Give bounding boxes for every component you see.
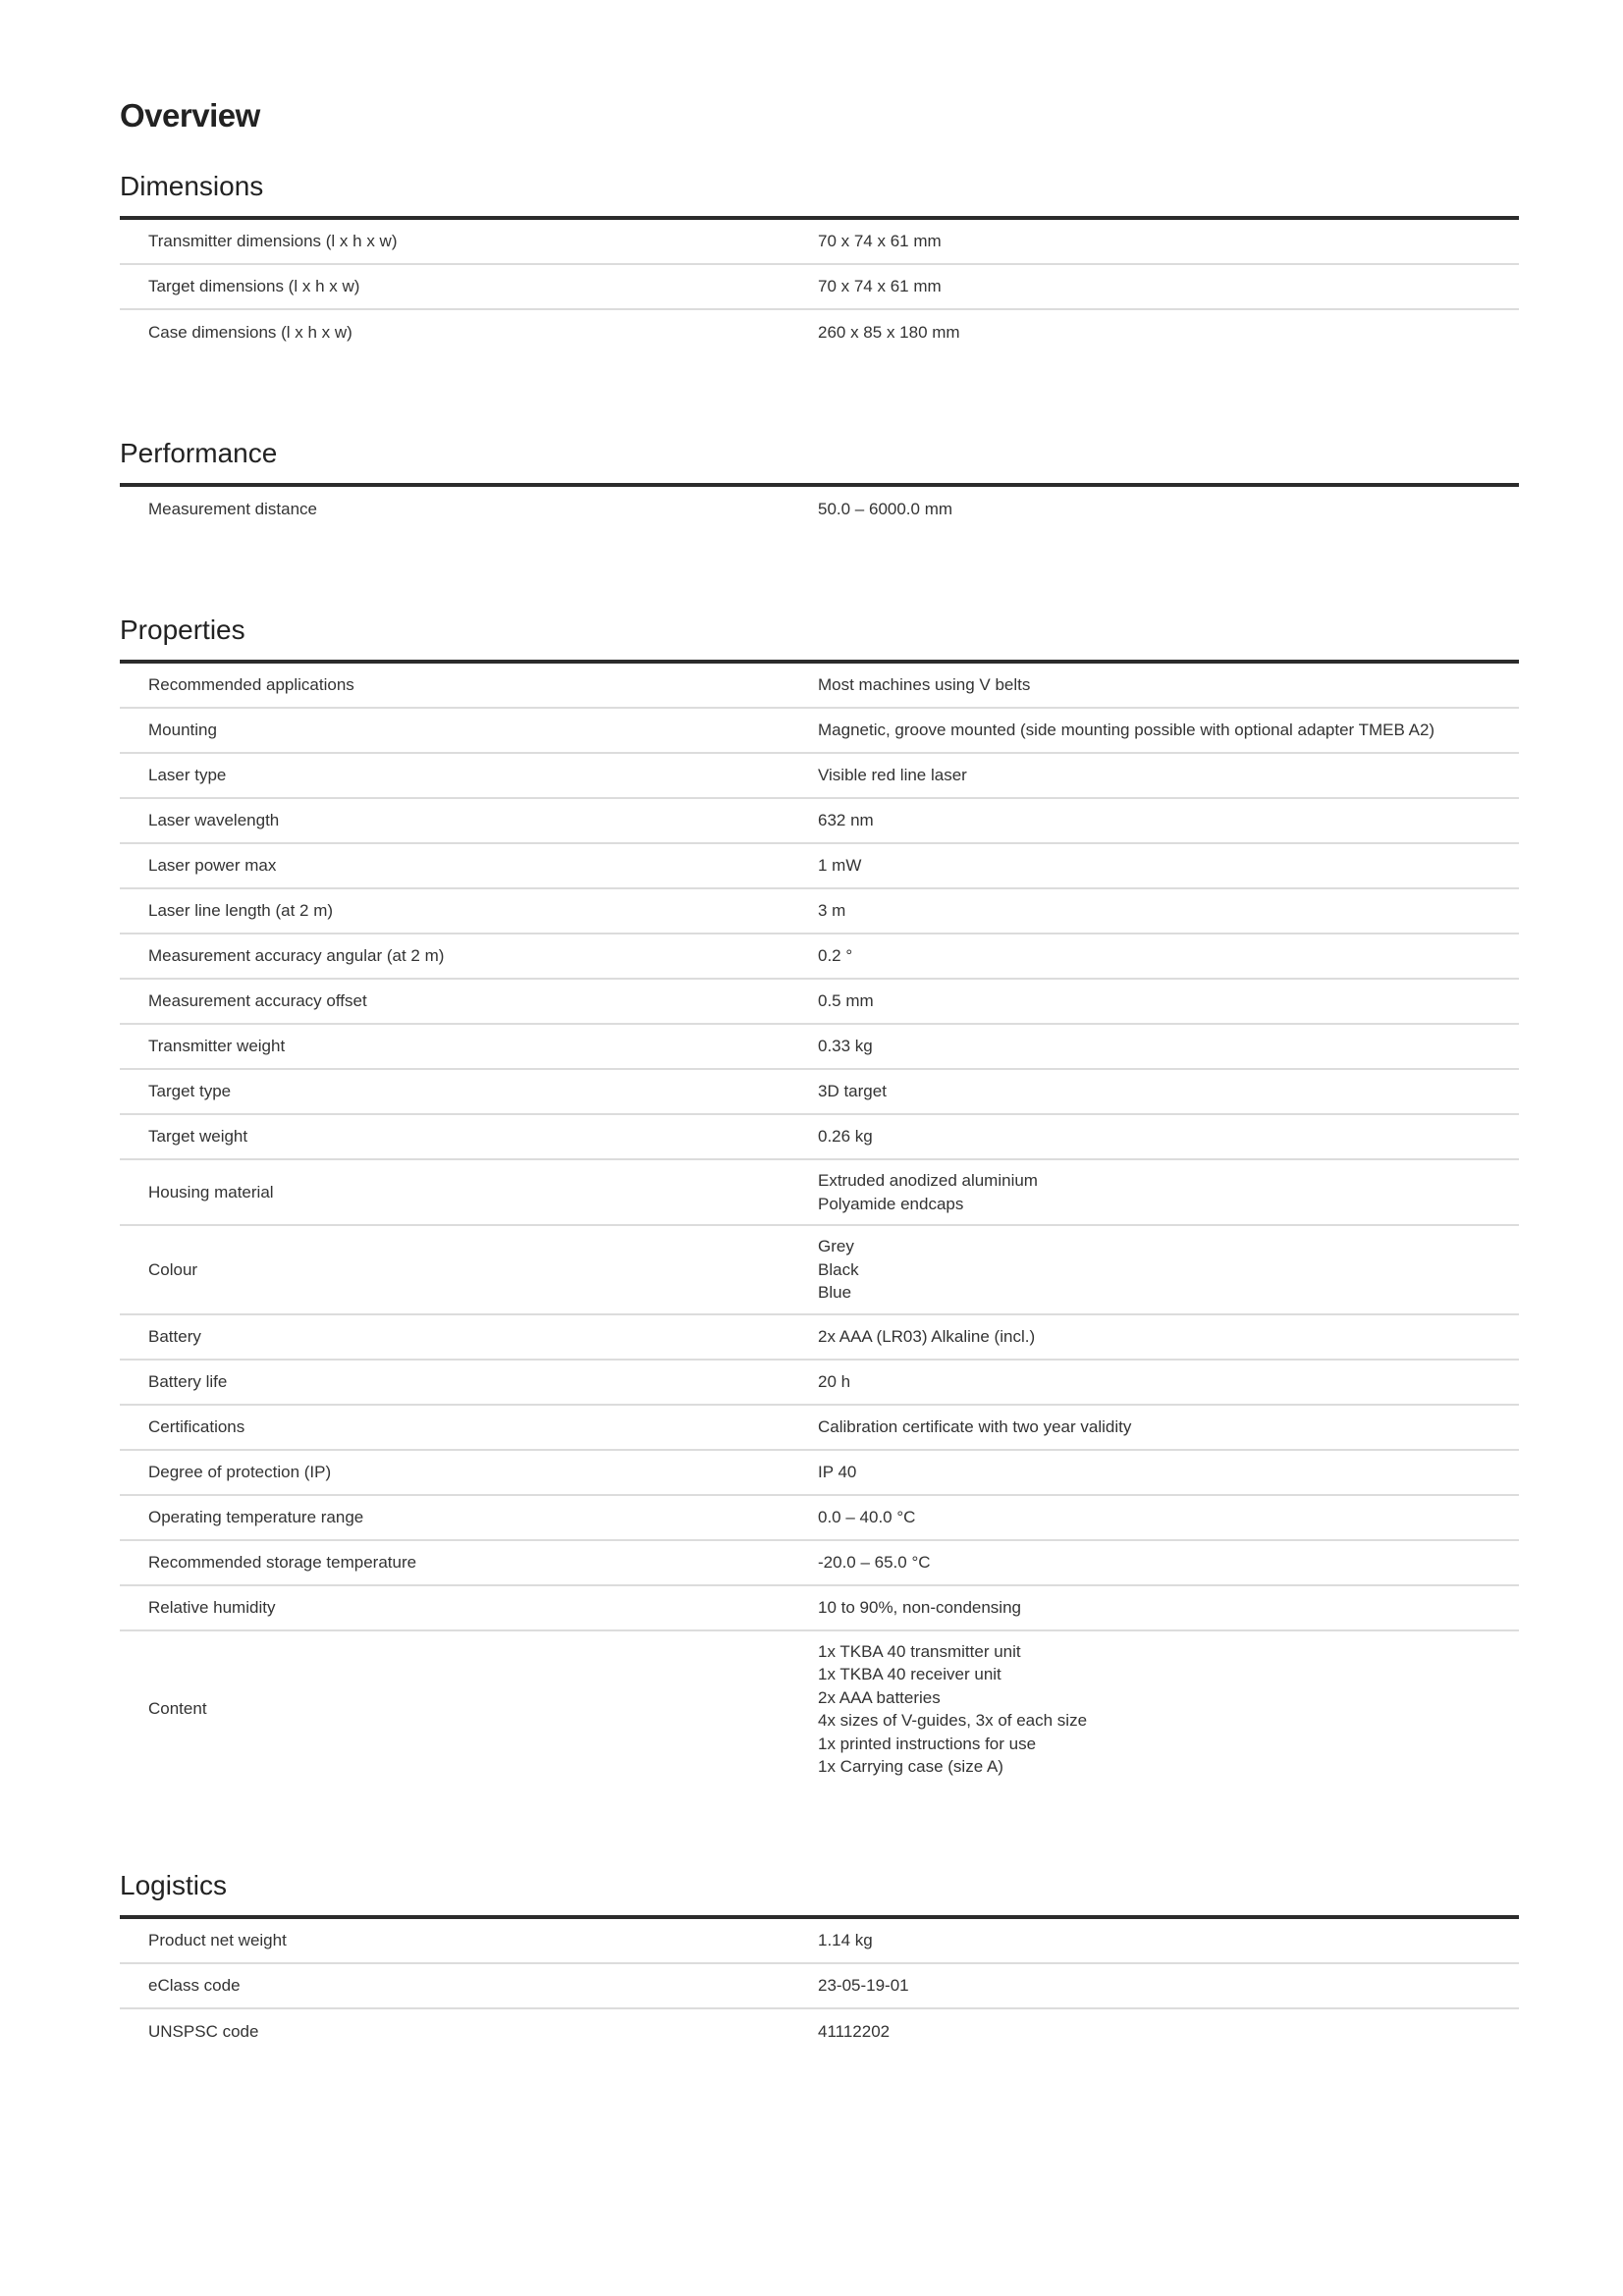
spec-row <box>120 1586 1519 1631</box>
spec-row <box>120 889 1519 934</box>
spec-row <box>120 1025 1519 1070</box>
spec-label: Case dimensions (l x h x w) <box>148 323 352 343</box>
spec-value-line: 3 m <box>818 901 846 921</box>
spec-label: Degree of protection (IP) <box>148 1462 332 1481</box>
page-title: Overview <box>120 97 260 133</box>
spec-row <box>120 1226 1519 1315</box>
spec-value <box>818 230 1519 253</box>
spec-value-line: Blue <box>818 1283 852 1302</box>
spec-value-line: 3D target <box>818 1082 887 1101</box>
spec-value-line: 1.14 kg <box>818 1930 873 1949</box>
spec-value-line: 1x TKBA 40 transmitter unit <box>818 1641 1021 1661</box>
spec-value-line: 23-05-19-01 <box>818 1975 909 1995</box>
spec-value <box>818 1080 1519 1103</box>
spec-row <box>120 1406 1519 1451</box>
spec-label: Operating temperature range <box>148 1507 364 1526</box>
section-title: Performance <box>120 438 278 468</box>
spec-value <box>818 1929 1519 1952</box>
spec-table <box>120 660 1519 1788</box>
section-title: Logistics <box>120 1869 227 1900</box>
spec-value-line: 0.0 – 40.0 °C <box>818 1507 916 1526</box>
spec-label: Target weight <box>148 1127 248 1147</box>
spec-row <box>120 934 1519 980</box>
spec-label: Product net weight <box>148 1930 287 1949</box>
spec-value <box>818 1461 1519 1484</box>
spec-label: Colour <box>148 1259 198 1279</box>
spec-row <box>120 1160 1519 1226</box>
spec-value <box>818 1640 1519 1779</box>
spec-value <box>818 1125 1519 1148</box>
spec-value <box>818 1506 1519 1529</box>
spec-row <box>120 664 1519 709</box>
spec-label: Housing material <box>148 1182 274 1201</box>
spec-value-line: Black <box>818 1259 859 1279</box>
spec-value <box>818 2020 1519 2044</box>
spec-table <box>120 1915 1519 2055</box>
spec-value <box>818 809 1519 832</box>
spec-row <box>120 220 1519 265</box>
spec-value <box>818 899 1519 923</box>
spec-value <box>818 275 1519 298</box>
spec-label: Content <box>148 1699 207 1719</box>
spec-value-line: 50.0 – 6000.0 mm <box>818 500 953 519</box>
spec-value-line: 10 to 90%, non-condensing <box>818 1597 1021 1617</box>
spec-value <box>818 1596 1519 1620</box>
spec-label: Measurement distance <box>148 500 317 519</box>
sections-container <box>120 169 1519 2055</box>
spec-value <box>818 1235 1519 1305</box>
spec-label: Battery life <box>148 1371 228 1391</box>
spec-row <box>120 1541 1519 1586</box>
spec-label: Recommended applications <box>148 675 354 695</box>
spec-label: Transmitter weight <box>148 1037 286 1056</box>
spec-row <box>120 980 1519 1025</box>
spec-value <box>818 764 1519 787</box>
spec-value <box>818 1325 1519 1349</box>
spec-value-line: 260 x 85 x 180 mm <box>818 323 960 343</box>
spec-row <box>120 1631 1519 1788</box>
spec-value-line: 1x Carrying case (size A) <box>818 1757 1003 1776</box>
spec-value-line: Calibration certificate with two year validity <box>818 1416 1132 1436</box>
spec-value <box>818 1974 1519 1998</box>
spec-value <box>818 1415 1519 1439</box>
spec-value <box>818 1035 1519 1058</box>
spec-value <box>818 673 1519 697</box>
spec-label: Laser wavelength <box>148 811 280 830</box>
spec-value-line: 0.26 kg <box>818 1127 873 1147</box>
spec-value-line: 20 h <box>818 1371 851 1391</box>
spec-label: Battery <box>148 1326 201 1346</box>
spec-row <box>120 1496 1519 1541</box>
spec-row <box>120 310 1519 355</box>
spec-value <box>818 989 1519 1013</box>
spec-value-line: 70 x 74 x 61 mm <box>818 277 942 296</box>
spec-label: Transmitter dimensions (l x h x w) <box>148 232 398 251</box>
spec-value <box>818 719 1519 742</box>
section-title: Dimensions <box>120 171 264 201</box>
spec-label: Target type <box>148 1082 232 1101</box>
spec-label: Measurement accuracy angular (at 2 m) <box>148 946 445 966</box>
section-dimensions <box>120 169 1519 355</box>
spec-label: eClass code <box>148 1975 241 1995</box>
spec-value <box>818 321 1519 345</box>
spec-row <box>120 2009 1519 2055</box>
spec-table <box>120 216 1519 355</box>
spec-row <box>120 844 1519 889</box>
spec-value-line: 1x TKBA 40 receiver unit <box>818 1665 1001 1683</box>
spec-value-line: Visible red line laser <box>818 766 967 785</box>
spec-table <box>120 483 1519 532</box>
spec-value-line: -20.0 – 65.0 °C <box>818 1552 931 1572</box>
spec-row <box>120 1115 1519 1160</box>
spec-row <box>120 487 1519 532</box>
spec-label: Certifications <box>148 1416 245 1436</box>
spec-row <box>120 754 1519 799</box>
spec-value-line: 4x sizes of V-guides, 3x of each size <box>818 1711 1088 1730</box>
spec-label: Target dimensions (l x h x w) <box>148 277 360 296</box>
spec-value <box>818 498 1519 521</box>
spec-value <box>818 854 1519 878</box>
spec-row <box>120 1451 1519 1496</box>
spec-value <box>818 1169 1519 1215</box>
spec-row <box>120 1315 1519 1361</box>
spec-row <box>120 1361 1519 1406</box>
spec-value-line: Polyamide endcaps <box>818 1194 964 1213</box>
spec-label: UNSPSC code <box>148 2021 259 2041</box>
spec-row <box>120 1964 1519 2009</box>
spec-value-line: 2x AAA (LR03) Alkaline (incl.) <box>818 1326 1036 1346</box>
spec-value-line: Magnetic, groove mounted (side mounting possible with optional adapter TMEB A2) <box>818 721 1435 740</box>
spec-row <box>120 265 1519 310</box>
spec-row <box>120 799 1519 844</box>
section-title: Properties <box>120 614 245 645</box>
spec-value-line: Most machines using V belts <box>818 675 1031 695</box>
spec-value-line: Extruded anodized aluminium <box>818 1171 1038 1190</box>
spec-label: Measurement accuracy offset <box>148 991 367 1011</box>
spec-row <box>120 709 1519 754</box>
spec-value-line: 0.33 kg <box>818 1037 873 1056</box>
spec-value-line: Grey <box>818 1237 854 1255</box>
spec-row <box>120 1919 1519 1964</box>
spec-label: Mounting <box>148 721 217 740</box>
spec-value-line: 41112202 <box>818 2021 891 2041</box>
spec-value-line: 1x printed instructions for use <box>818 1734 1037 1753</box>
section-properties <box>120 613 1519 1788</box>
spec-value-line: 0.5 mm <box>818 991 874 1011</box>
spec-value-line: 0.2 ° <box>818 946 853 966</box>
spec-value-line: 632 nm <box>818 811 874 830</box>
spec-value-line: IP 40 <box>818 1462 857 1481</box>
spec-label: Laser power max <box>148 856 277 876</box>
section-logistics <box>120 1868 1519 2055</box>
spec-label: Relative humidity <box>148 1597 276 1617</box>
spec-label: Laser line length (at 2 m) <box>148 901 334 921</box>
spec-value-line: 70 x 74 x 61 mm <box>818 232 942 251</box>
spec-row <box>120 1070 1519 1115</box>
section-performance <box>120 436 1519 532</box>
spec-value-line: 1 mW <box>818 856 862 876</box>
spec-value <box>818 944 1519 968</box>
spec-value <box>818 1551 1519 1575</box>
spec-label: Recommended storage temperature <box>148 1552 417 1572</box>
spec-value <box>818 1370 1519 1394</box>
spec-label: Laser type <box>148 766 227 785</box>
spec-value-line: 2x AAA batteries <box>818 1687 941 1707</box>
